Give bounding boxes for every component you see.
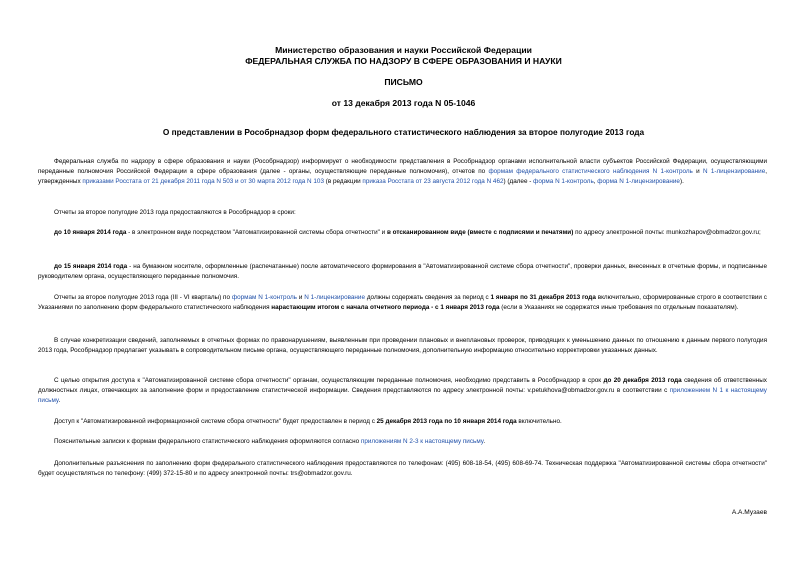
- link-form-1-control-short[interactable]: форма N 1-контроль: [533, 178, 594, 185]
- text: ,: [593, 178, 598, 185]
- deadline-date: до 20 декабря 2013 года: [603, 377, 682, 384]
- link-form-1-licensing[interactable]: N 1-лицензирование: [702, 168, 766, 175]
- text: (в редакции: [324, 178, 363, 185]
- paragraph-contacts: Дополнительные разъяснения по заполнению форм федерального статистического наблюдения предоставляются по телефонам: (495) 608-18-54, (495) 608-69-74. Техническая поддержка "Автоматизированной системы сбора отчетности" будет осуществляться по телефону: (499) 372-15-80 и по адресу электронной почты: trs@obmadzor.gov.ru.: [38, 460, 767, 477]
- text: по адресу электронной почты: munkozhapov@obmadzor.gov.ru;: [573, 229, 761, 236]
- link-forms-1-control[interactable]: формам N 1-контроль: [231, 294, 297, 301]
- text: и: [692, 168, 703, 175]
- emphasis: нарастающим итогом с начала отчетного периода - с 1 января 2013 года: [271, 304, 500, 311]
- emphasis: в отсканированном виде (вместе с подписями и печатями): [387, 229, 574, 236]
- signature: А.А.Музаев: [731, 509, 767, 516]
- text: , утвержденных: [38, 168, 767, 185]
- paragraph-deadline-paper: [38, 262, 767, 282]
- text: включительно.: [516, 418, 562, 425]
- paragraph-deadline-electronic: [38, 228, 767, 238]
- text: включительно, сформированные строго в соответствии с Указаниями по заполнению форм федерального статистического наблюдения: [38, 294, 767, 311]
- text: и: [296, 294, 305, 301]
- paragraph-report-period: [38, 293, 767, 313]
- text: ).: [679, 178, 684, 185]
- emphasis: 25 декабря 2013 года по 10 января 2014 года: [376, 418, 517, 425]
- text: С целью открытия доступа к "Автоматизированной системе сбора отчетности" органам, осуществляющим переданные полномочия, необходимо представить в Рособрнадзор в срок: [54, 377, 604, 384]
- text: - в электронном виде посредством "Автоматизированной системы сбора отчетности" и: [126, 229, 387, 236]
- link-form-1-licensing-short[interactable]: форма N 1-лицензирование: [597, 178, 680, 185]
- text: (если в Указаниях не содержатся иные требования по отдельным показателям).: [499, 304, 739, 311]
- text: Доступ к "Автоматизированной информационной системе сбора отчетности" будет предоставлен в период с: [54, 418, 377, 425]
- text: .: [58, 397, 61, 404]
- text: Отчеты за второе полугодие 2013 года (III - VI кварталы) по: [54, 294, 232, 301]
- text: сведения об ответственных должностных лицах, отвечающих за заполнение форм и предоставление статистической информации. Сведения представляются по адресу электронной почты: v.petukhova@obmadzor.gov.ru в соответствии с: [38, 377, 767, 394]
- text: ) (далее -: [503, 178, 534, 185]
- document-subject: О представлении в Рособрнадзор форм федерального статистического наблюдения за второе полугодие 2013 года: [162, 127, 645, 137]
- paragraph-intro: [38, 157, 767, 187]
- link-appendix-1[interactable]: приложением N 1 к настоящему письму: [38, 387, 767, 404]
- text: Федеральная служба по надзору в сфере образования и науки (Рособрнадзор) информирует о необходимости представления в Рособрнадзор органами исполнительной власти субъектов Российской Федерации, осуществляющими переданные полномочия Российской Федерации в сфере образования (далее - органы, осуществляющие переданные полномочия), отчетов по: [38, 158, 767, 175]
- link-rosstat-orders[interactable]: приказами Росстата от 21 декабря 2011 года N 503 и от 30 марта 2012 года N 103: [82, 178, 324, 185]
- text: должны содержать сведения за период с: [365, 294, 491, 301]
- text: .: [483, 438, 486, 445]
- paragraph-explanatory-notes: [38, 437, 767, 447]
- text: - на бумажном носителе, оформленные (распечатанные) после автоматического формирования в "Автоматизированной системе сбора отчетности", проверки данных, внесенных в отчетные формы, и подписанные руководителем органа, осуществляющего переданные полномочия.: [38, 263, 767, 280]
- deadline-date: до 15 января 2014 года: [54, 263, 128, 270]
- link-1-licensing[interactable]: N 1-лицензирование: [304, 294, 366, 301]
- deadline-date: до 10 января 2014 года: [54, 229, 127, 236]
- link-rosstat-order-462[interactable]: приказа Росстата от 23 августа 2012 года N 462: [362, 178, 504, 185]
- link-appendix-2-3[interactable]: приложениям N 2-3 к настоящему письму: [360, 438, 484, 445]
- ministry-name: Министерство образования и науки Российской Федерации: [275, 45, 532, 55]
- emphasis: 1 января по 31 декабря 2013 года: [490, 294, 596, 301]
- paragraph-access-period: [38, 417, 767, 427]
- text: Пояснительные записки к формам федерального статистического наблюдения оформляются согласно: [54, 438, 361, 445]
- paragraph-deadlines-intro: Отчеты за второе полугодие 2013 года предоставляются в Рособрнадзор в сроки:: [54, 209, 296, 216]
- paragraph-corrections: В случае конкретизации сведений, заполняемых в отчетных формах по правонарушениям, выявленным при проведении плановых и внеплановых проверок, приводящих к уменьшению данных по отношению к данным первого полугодия 2013 года, Рособрнадзор предлагает указывать в сопроводительном письме органа, осуществляющего переданные полномочия, дополнительную информацию относительно корректировки указанных данных.: [38, 337, 767, 354]
- paragraph-access: [38, 376, 767, 406]
- service-name: ФЕДЕРАЛЬНАЯ СЛУЖБА ПО НАДЗОРУ В СФЕРЕ ОБРАЗОВАНИЯ И НАУКИ: [245, 56, 562, 66]
- document-date-number: от 13 декабря 2013 года N 05-1046: [331, 98, 476, 108]
- link-form-1-control[interactable]: формам федерального статистического наблюдения N 1-контроль: [488, 168, 693, 175]
- document-type: ПИСЬМО: [384, 77, 423, 87]
